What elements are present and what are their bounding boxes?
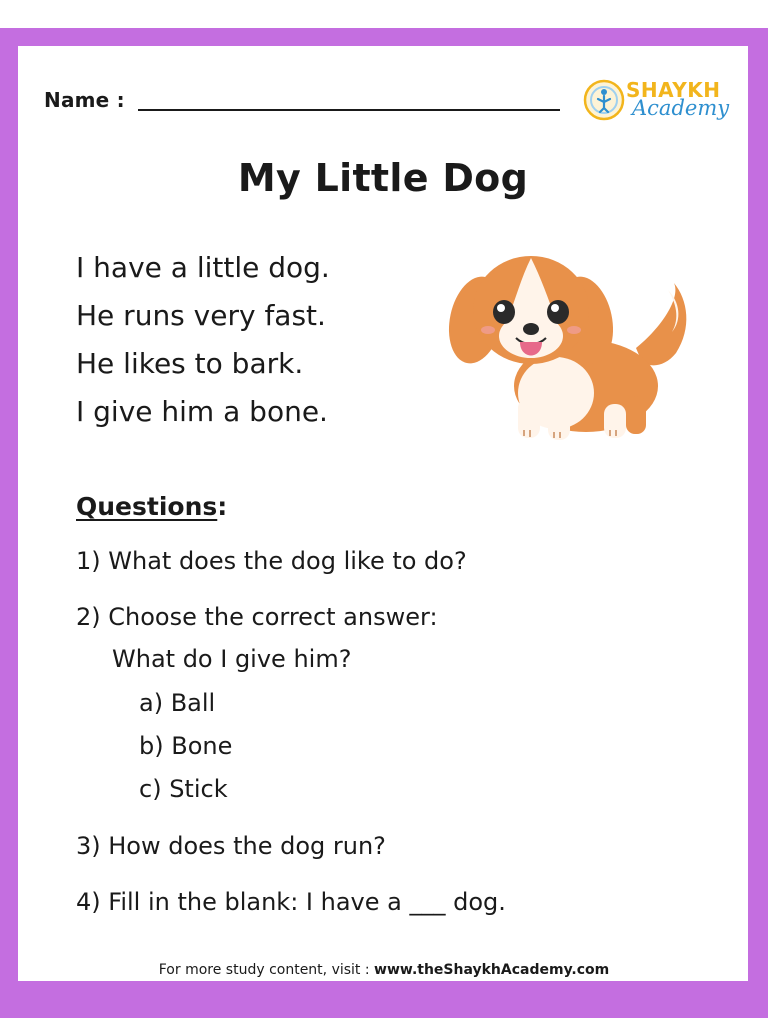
answer-option: b) Bone bbox=[139, 732, 233, 760]
story-line: He runs very fast. bbox=[76, 299, 326, 332]
story-line: I give him a bone. bbox=[76, 395, 328, 428]
question-2: 2) Choose the correct answer: bbox=[76, 603, 438, 631]
shaykh-academy-logo bbox=[582, 76, 742, 126]
questions-heading bbox=[76, 492, 716, 532]
footer-website-link[interactable]: www.theShaykhAcademy.com bbox=[374, 962, 610, 978]
name-blank-line bbox=[138, 109, 560, 111]
puppy-illustration bbox=[436, 228, 696, 448]
story-line: He likes to bark. bbox=[76, 347, 304, 380]
logo-title: SHAYKH bbox=[626, 78, 721, 102]
answer-option: c) Stick bbox=[139, 775, 228, 803]
answer-option: a) Ball bbox=[139, 689, 216, 717]
story-text bbox=[76, 244, 330, 436]
footer bbox=[0, 962, 768, 978]
question-3: 3) How does the dog run? bbox=[76, 832, 386, 860]
question-2-prompt: What do I give him? bbox=[112, 645, 352, 673]
story-line: I have a little dog. bbox=[76, 251, 330, 284]
questions-section bbox=[76, 492, 716, 929]
worksheet-border bbox=[0, 28, 768, 1018]
page-title: My Little Dog bbox=[237, 156, 529, 200]
shaykh-academy-logo-icon bbox=[582, 78, 626, 122]
questions-heading-text: Questions bbox=[76, 492, 218, 521]
worksheet-page bbox=[18, 46, 748, 981]
questions-heading-colon: : bbox=[217, 492, 228, 521]
question-1: 1) What does the dog like to do? bbox=[76, 547, 467, 575]
footer-text: For more study content, visit : bbox=[158, 962, 375, 978]
logo-subtitle: Academy bbox=[632, 96, 730, 120]
name-label: Name : bbox=[44, 88, 125, 112]
question-4: 4) Fill in the blank: I have a ___ dog. bbox=[76, 888, 506, 916]
